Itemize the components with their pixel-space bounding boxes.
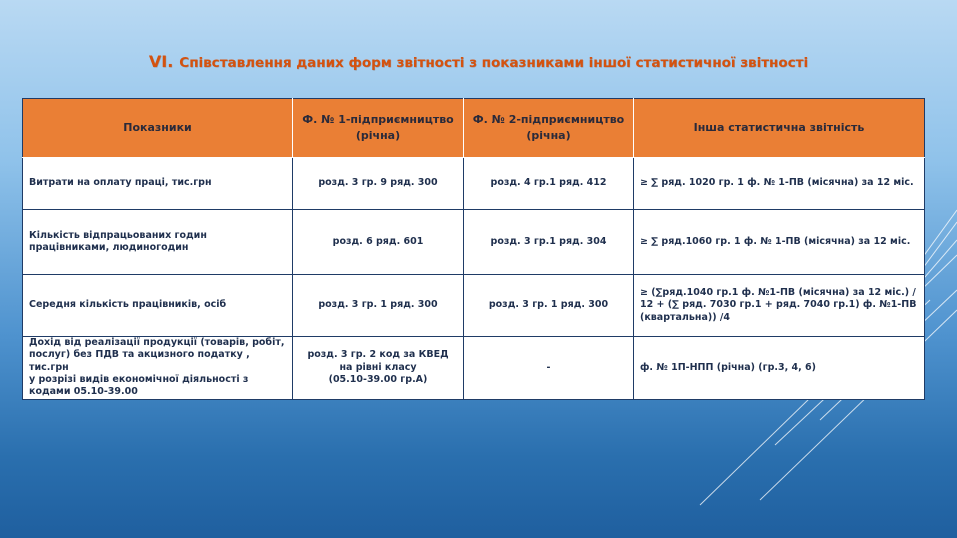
header-form-1: Ф. № 1-підприємництво (річна): [293, 99, 464, 158]
header-other-stats: Інша статистична звітність: [634, 99, 925, 158]
cell-other: ≥ (∑ряд.1040 гр.1 ф. №1-ПВ (місячна) за 12 міс.) / 12 + (∑ ряд. 7030 гр.1 + ряд. 7040 гр.1) ф. №1-ПВ (квартальна)) /4: [634, 275, 925, 337]
cell-form-1: розд. 3 гр. 9 ряд. 300: [293, 158, 464, 210]
cell-other: ≥ ∑ ряд. 1020 гр. 1 ф. № 1-ПВ (місячна) за 12 міс.: [634, 158, 925, 210]
title-roman-numeral: VI.: [148, 52, 174, 71]
table-row: [23, 337, 925, 400]
cell-form-2: -: [464, 337, 634, 400]
cell-form-2: розд. 3 гр. 1 ряд. 300: [464, 275, 634, 337]
cell-form-2: розд. 3 гр.1 ряд. 304: [464, 210, 634, 275]
table-row: [23, 158, 925, 210]
cell-form-1: розд. 3 гр. 1 ряд. 300: [293, 275, 464, 337]
cell-indicator: Середня кількість працівників, осіб: [23, 275, 293, 337]
cell-form-1: розд. 3 гр. 2 код за КВЕД на рівні класу (05.10-39.00 гр.А): [293, 337, 464, 400]
comparison-table: [22, 98, 925, 400]
cell-indicator: Витрати на оплату праці, тис.грн: [23, 158, 293, 210]
header-form-2: Ф. № 2-підприємництво (річна): [464, 99, 634, 158]
header-indicators: Показники: [23, 99, 293, 158]
table-row: [23, 210, 925, 275]
slide-title: [0, 52, 957, 71]
table-header-row: [23, 99, 925, 158]
cell-form-2: розд. 4 гр.1 ряд. 412: [464, 158, 634, 210]
cell-indicator: Дохід від реалізації продукції (товарів, робіт, послуг) без ПДВ та акцизного податку , тис.грн у розрізі видів економічної діяльності з кодами 05.10-39.00: [23, 337, 293, 400]
cell-other: ≥ ∑ ряд.1060 гр. 1 ф. № 1-ПВ (місячна) за 12 міс.: [634, 210, 925, 275]
title-text: Співставлення даних форм звітності з показниками іншої статистичної звітності: [179, 55, 809, 71]
table-row: [23, 275, 925, 337]
cell-form-1: розд. 6 ряд. 601: [293, 210, 464, 275]
cell-other: ф. № 1П-НПП (річна) (гр.3, 4, 6): [634, 337, 925, 400]
cell-indicator: Кількість відпрацьованих годин працівниками, людиногодин: [23, 210, 293, 275]
